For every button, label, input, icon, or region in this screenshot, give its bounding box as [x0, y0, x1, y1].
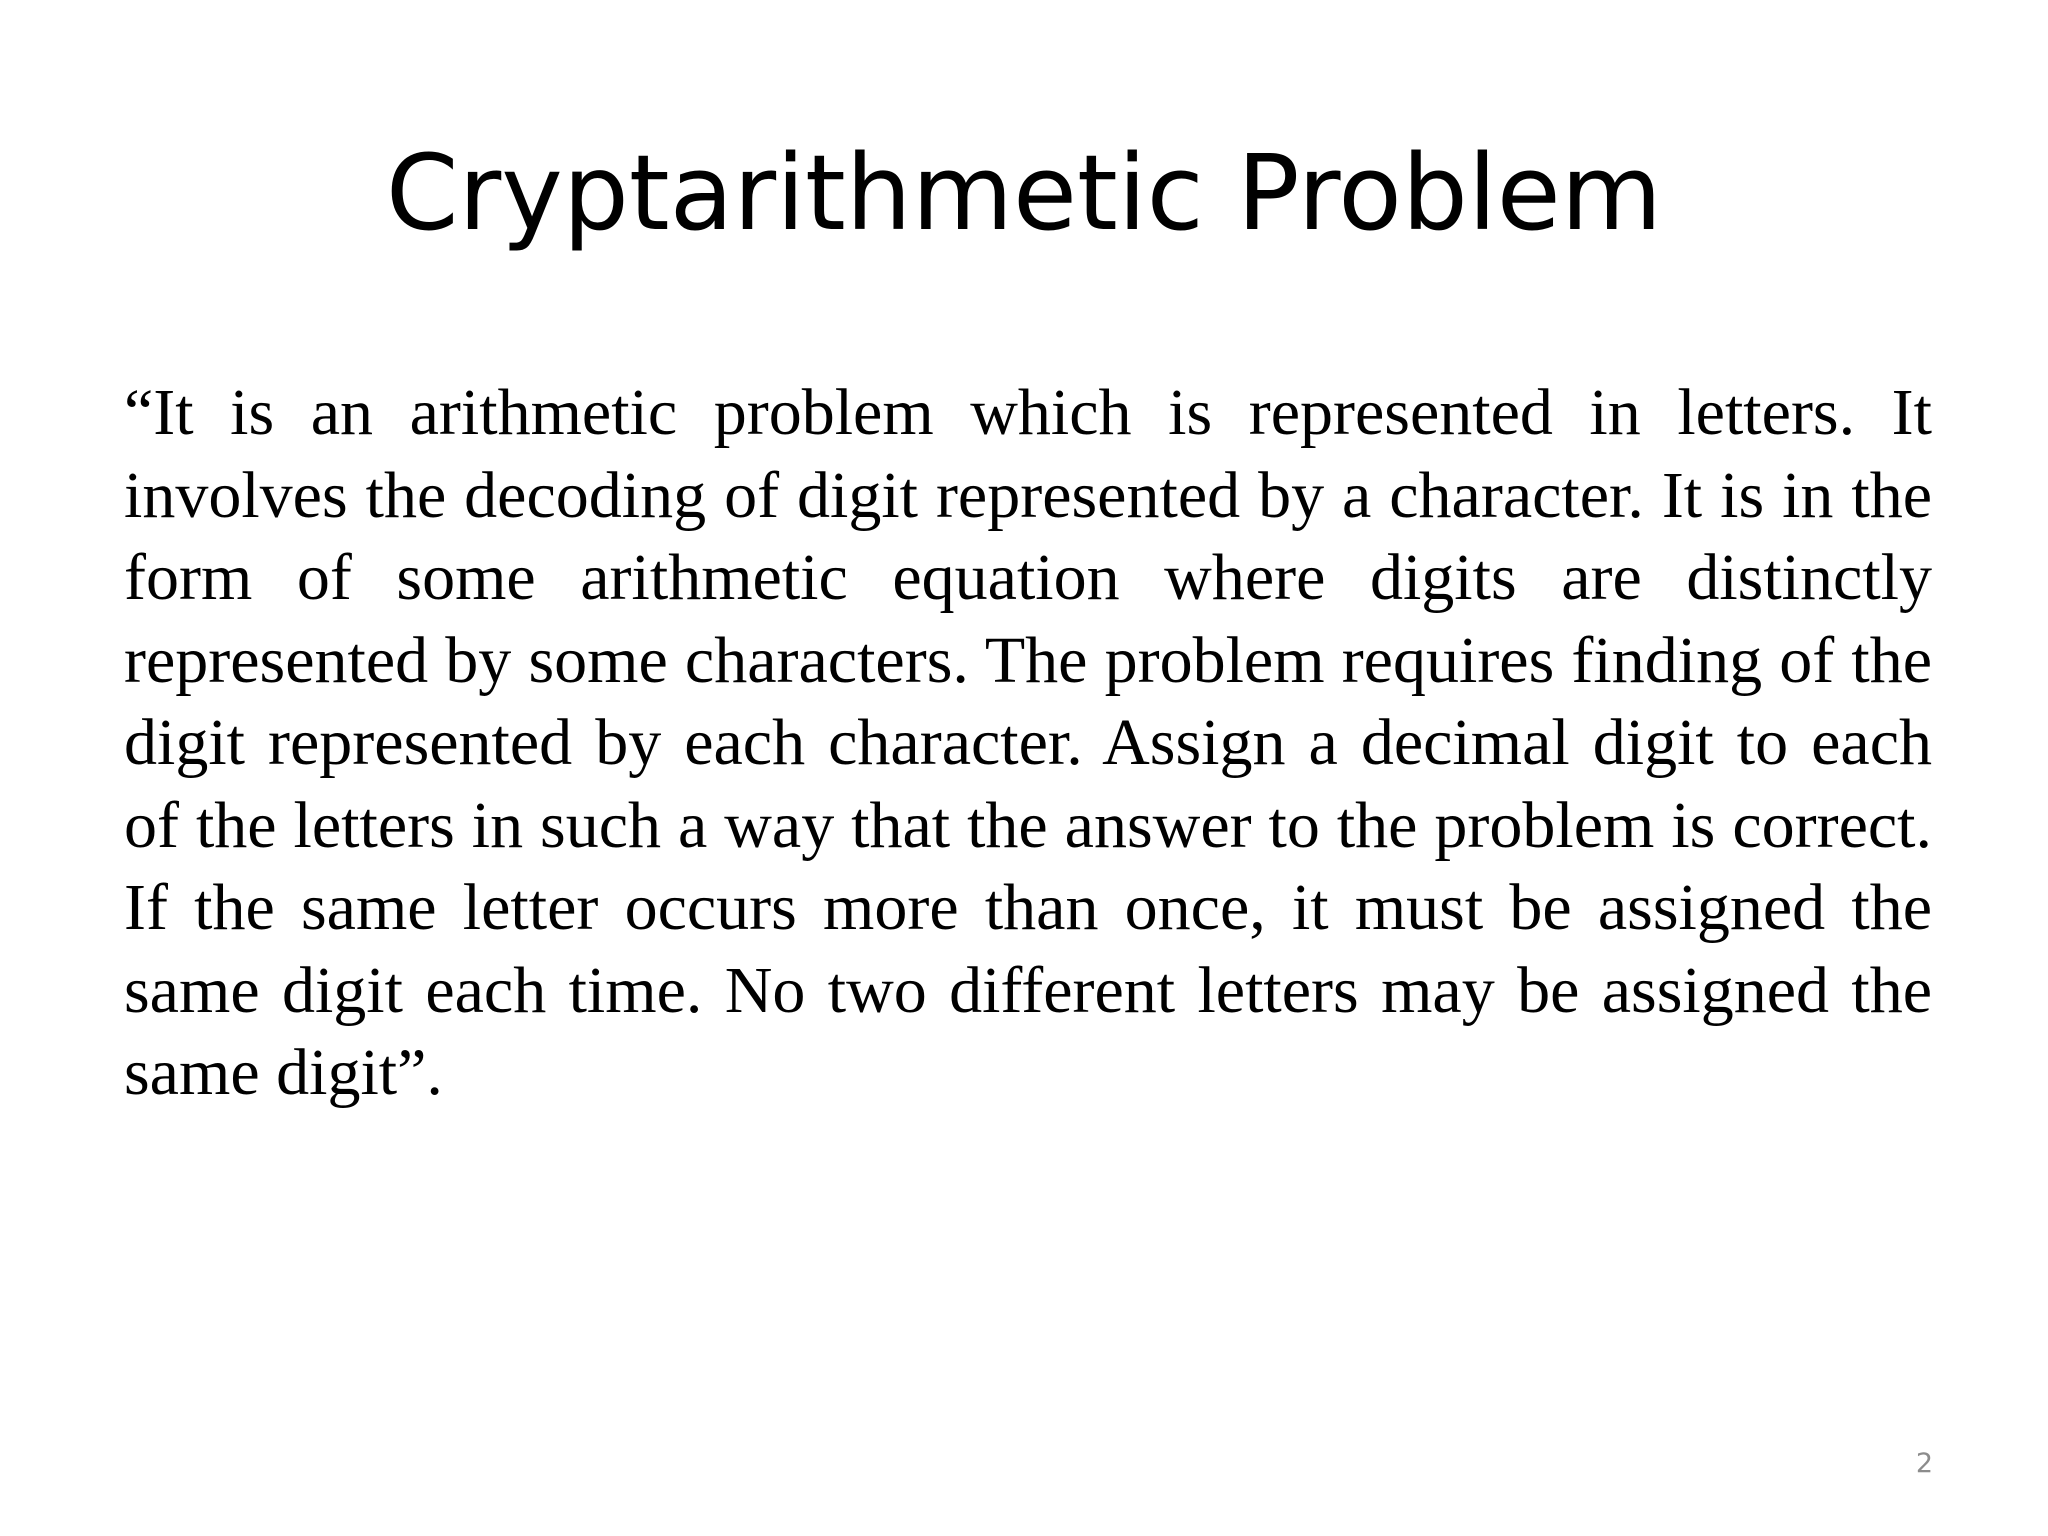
slide-title: Cryptarithmetic Problem	[385, 132, 1663, 254]
slide-body-text: “It is an arithmetic problem which is represented in letters. It involves the decoding of digit represented by a character. It is in the form of some arithmetic equation where digits are distinctly represented by some characters. The problem requires finding of the digit represented by each character. Assign a decimal digit to each of the letters in such a way that the answer to the problem is correct. If the same letter occurs more than once, it must be assigned the same digit each time. No two different letters may be assigned the same digit”.	[124, 376, 1932, 1109]
slide-number: 2	[1915, 1448, 1933, 1479]
